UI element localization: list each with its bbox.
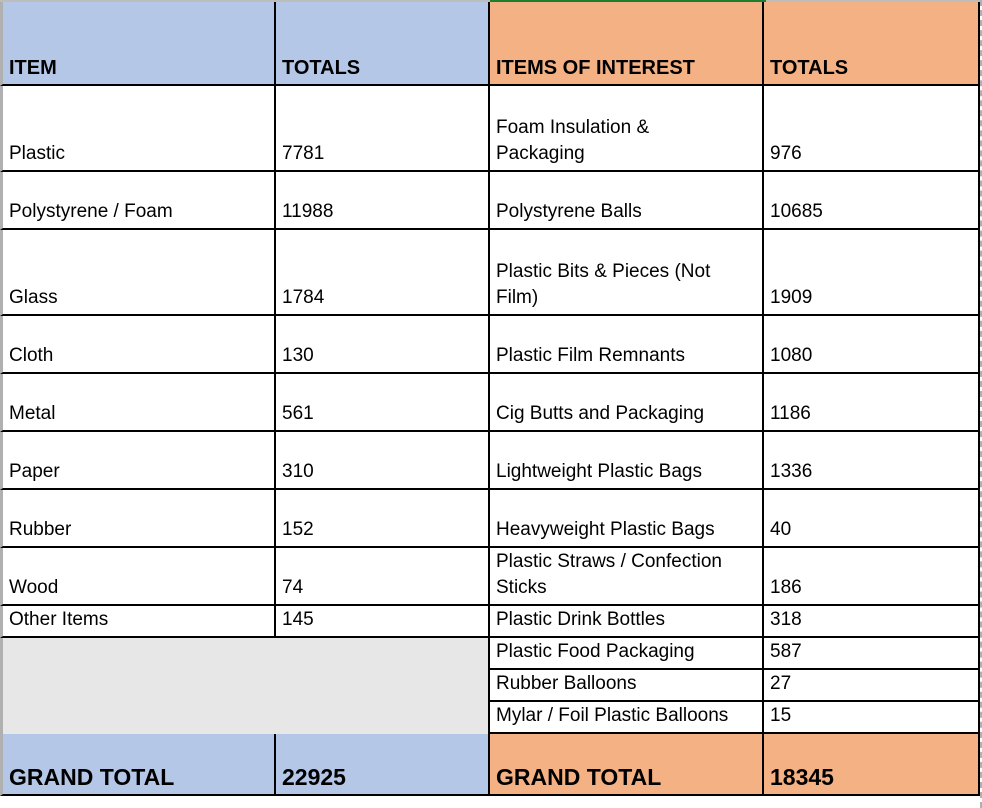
cell-item[interactable]: Polystyrene / Foam — [0, 172, 276, 230]
cell-item[interactable]: Plastic — [0, 86, 276, 172]
cell-total[interactable]: 145 — [276, 606, 490, 638]
cell-total[interactable]: 11988 — [276, 172, 490, 230]
cell-interest[interactable]: Plastic Straws / Confection Sticks — [490, 548, 764, 606]
cell-total[interactable]: 152 — [276, 490, 490, 548]
cell-total[interactable]: 561 — [276, 374, 490, 432]
cell-interest-total[interactable]: 976 — [764, 86, 980, 172]
cell-interest[interactable]: Plastic Food Packaging — [490, 638, 764, 670]
cell-item[interactable]: Glass — [0, 230, 276, 316]
cell-interest[interactable]: Foam Insulation & Packaging — [490, 86, 764, 172]
cell-interest-total[interactable]: 186 — [764, 548, 980, 606]
cell-interest[interactable]: Polystyrene Balls — [490, 172, 764, 230]
cell-total[interactable]: 1784 — [276, 230, 490, 316]
cell-interest-total[interactable]: 1909 — [764, 230, 980, 316]
cell-interest-total[interactable]: 318 — [764, 606, 980, 638]
header-totals[interactable]: TOTALS — [276, 0, 490, 86]
header-items-of-interest[interactable]: ITEMS OF INTEREST — [490, 0, 764, 86]
grand-total-label[interactable]: GRAND TOTAL — [0, 734, 276, 796]
cell-item[interactable]: Rubber — [0, 490, 276, 548]
cell-interest-total[interactable]: 40 — [764, 490, 980, 548]
header-interest-totals[interactable]: TOTALS — [764, 0, 980, 86]
header-item[interactable]: ITEM — [0, 0, 276, 86]
cell-total[interactable]: 310 — [276, 432, 490, 490]
grand-total-interest[interactable]: 18345 — [764, 734, 980, 796]
cell-interest-total[interactable]: 15 — [764, 702, 980, 734]
cell-item[interactable]: Wood — [0, 548, 276, 606]
cell-interest-total[interactable]: 10685 — [764, 172, 980, 230]
cell-total[interactable]: 130 — [276, 316, 490, 374]
cell-item[interactable]: Metal — [0, 374, 276, 432]
cell-interest-total[interactable]: 1186 — [764, 374, 980, 432]
cell-interest[interactable]: Lightweight Plastic Bags — [490, 432, 764, 490]
cell-item[interactable]: Other Items — [0, 606, 276, 638]
cell-item[interactable]: Cloth — [0, 316, 276, 374]
cell-total[interactable]: 74 — [276, 548, 490, 606]
cell-total[interactable]: 7781 — [276, 86, 490, 172]
grand-total-items[interactable]: 22925 — [276, 734, 490, 796]
cell-interest-total[interactable]: 587 — [764, 638, 980, 670]
selection-top-border — [490, 0, 766, 2]
cell-interest[interactable]: Plastic Bits & Pieces (Not Film) — [490, 230, 764, 316]
cell-interest[interactable]: Mylar / Foil Plastic Balloons — [490, 702, 764, 734]
cell-interest[interactable]: Rubber Balloons — [490, 670, 764, 702]
cell-interest[interactable]: Plastic Drink Bottles — [490, 606, 764, 638]
cell-interest[interactable]: Heavyweight Plastic Bags — [490, 490, 764, 548]
cell-interest-total[interactable]: 27 — [764, 670, 980, 702]
cell-item[interactable]: Paper — [0, 432, 276, 490]
grand-total-label-interest[interactable]: GRAND TOTAL — [490, 734, 764, 796]
cell-interest-total[interactable]: 1336 — [764, 432, 980, 490]
cell-interest[interactable]: Plastic Film Remnants — [490, 316, 764, 374]
cell-interest[interactable]: Cig Butts and Packaging — [490, 374, 764, 432]
cell-interest-total[interactable]: 1080 — [764, 316, 980, 374]
